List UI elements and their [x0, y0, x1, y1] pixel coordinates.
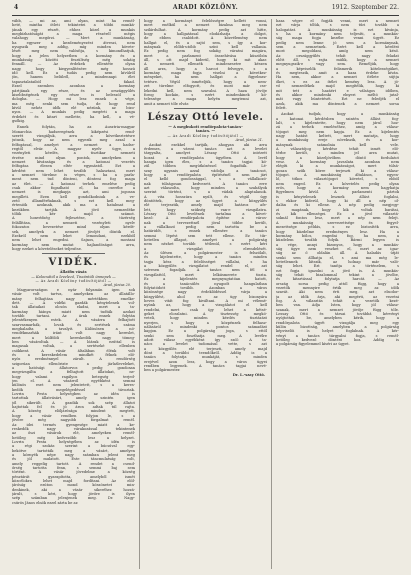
text-line: felfogása élesen eltér egymástól. Ezt a [12, 164, 135, 169]
text-line: döntöttek, hogy az ügyet a közgyűlés [144, 198, 267, 203]
text-line: geket eloszlatni. A tisztesség megkö- [144, 311, 267, 316]
text-line: a közgyűlés elé terjeszti, amely majd [144, 346, 267, 351]
text-line: közönsége nagy érdeklődéssel várja a [144, 290, 267, 295]
text-line: telessége a maga helyén megtenni azt, [144, 97, 267, 102]
text-line: s ha a kormány nem teljesíti, a munkás- [276, 32, 399, 37]
text-line: lekedni kell, nem szavalni. A haza jövője [144, 88, 267, 93]
text-line: mánynak előbb-utóbb színt kell vallania. [144, 45, 267, 50]
text-line: Ezekről nem lehet lemondani, ezekből [12, 233, 135, 238]
text-line: nyös eredménnyel zárult. A rendőrség [12, 357, 135, 362]
text-line: A község elöljárósága mindent megtett, [12, 409, 135, 414]
text-line: vásár volt tartva, amelyeken az állatállo- [12, 292, 135, 297]
text-line: jának egy részét, ehhez közel a munkás [12, 27, 135, 32]
text-line: hajtottak fel és jó áron adtak túl rajta. [12, 405, 135, 410]
text-line: erejével azon lesz, hogy a város ügyei [144, 359, 267, 364]
text-line: és kik ellenségei. Ez a jövő választá- [276, 212, 399, 217]
text-line: ja az idők árja, aki megérti, az vezetni [276, 294, 399, 299]
text-line: el kellő gondossággal, s a vállalkozó- [144, 177, 267, 182]
page-number: 4 [14, 4, 19, 11]
text-line: zet türelme elfogyott, és most már cse- [144, 84, 267, 89]
text-line: hogy a vásár rendben folyjon le, s a [12, 413, 135, 418]
text-line: nemzet is megkapja azt, ami jogosan [12, 190, 135, 195]
text-line: sem a nemzetnek. Ezért kell a kérdést [276, 45, 399, 50]
text-line: Lessay Ottó és társai továbbá kérvényt [276, 312, 399, 317]
text-line: kérdést nem lehet tovább halasztani, mert [12, 168, 135, 173]
text-line: Azokat ezekkel tartják, ahogyan aki arra [149, 142, 267, 147]
article-subtitle-2: tanács. — [195, 129, 216, 134]
text-line: mány felhajtása nagy mértékben emelke- [12, 296, 135, 301]
text-line: őket, s ez az ítélet kemény lesz. A jö- [276, 79, 399, 84]
text-line: megbízhatóságát a maga részéről mégis [12, 32, 135, 37]
text-line: és kijelentette, hogy a tanács minden [144, 255, 267, 260]
text-line: mert enélkül a nemzet bizalma meg nem [144, 23, 267, 28]
text-line: tovább tartani. Az árak ennek folytán [12, 313, 135, 318]
text-line: csökkent. A vásár általában élénk volt [12, 348, 135, 353]
column-2 [144, 19, 267, 571]
text-line: és a kereskedelem mindkét félnek elő- [12, 353, 135, 357]
text-line: erős, hogy a kormány nem hagyhatja [276, 186, 399, 191]
text-line: csak akkor fogadható el, ha cserébe a [12, 186, 135, 191]
col3-paragraph-1 [276, 19, 399, 110]
text-line: megnyugszik-e vagy sem. Reméljük, hogy [276, 62, 399, 67]
text-line: a vállalkozó pedig nem tartotta be a [144, 225, 267, 230]
text-line: Ez pedig nem fog sokáig váratni magára, [144, 49, 267, 54]
text-line: szanak, mert a nemzet jövője függ tőle. [276, 307, 399, 312]
text-line: ha egyszer a kezdeményezést átveszi, nem [12, 40, 135, 45]
text-line: tárgyalta, amelyet Lészay Ottó intézett [144, 151, 267, 156]
text-line: a hatósági állatorvos pedig gondosan [12, 366, 135, 371]
section-title-videk: VIDÉK. [48, 257, 99, 269]
text-line: mezettsége példás, s ez biztosíték arra, [276, 225, 399, 230]
col1-paragraph-1 [12, 19, 135, 123]
text-line: A honvédség fejlesztése, a tüzérség [12, 216, 135, 221]
text-line: nem lehet engedni. Sajnos, a mostani [12, 238, 135, 243]
text-line: magasak voltak, a sertéseké ellenben [12, 344, 135, 349]
text-line: halogatást. A munkásság is ezt kívánja, [276, 27, 399, 32]
text-line: mit tett a hazáért e válságos időben, [276, 88, 399, 93]
text-line: elé terjesztik, amely majd határoz afe- [144, 203, 267, 208]
text-line: vesz. A kormány javaslata azonban nem [276, 160, 399, 164]
text-line: képviselői is helyet foglalnak. A kér- [276, 329, 399, 334]
text-line: haza végre el fogják venni, mert a nemzet [276, 19, 399, 23]
text-line: szigorúan ellenőrizte a járlatleveleket, [12, 361, 135, 366]
text-line: felállítása, a nemzeti vezényleti nyelv [12, 220, 135, 225]
text-line: mánynak számolnia kell vele. [276, 142, 399, 147]
text-line: nyugszik meg addig, míg minden követe- [12, 45, 135, 50]
text-line: a vége, annyi bizonyos, hogy a munkás- [276, 242, 399, 247]
col1-paragraph-2 [12, 125, 135, 251]
text-line: vizsgálattól, mert lelkiismerete tiszta. [144, 272, 267, 277]
text-line: ben van. Adja Isten, hogy jól válasz- [276, 303, 399, 308]
text-line: tőlük kér majd számot. [12, 212, 135, 217]
text-line: hogy a hallgatással elodázhatja a dolgot, [144, 32, 267, 37]
text-line: nagy, hogy kiegyenlítésére még hosszú [12, 66, 135, 71]
text-line: hogy ezeket a követeléseket teljesítse. [12, 246, 82, 251]
col1-paragraph-3 [12, 288, 135, 505]
text-line: nak túlságosan kedvezett. A tanács erre [144, 181, 267, 186]
text-line: Azokat tudjuk, hogy a munkásság [281, 112, 399, 117]
text-line: A vita hosszúra nyúlt, és végül úgy [144, 194, 267, 199]
article-byline: — Az Aradi Közlöny tudósítójától — [35, 279, 112, 284]
text-line: gosan szűk körre terjeszti ki a válasz- [276, 168, 399, 173]
text-line: ság lehet. Ezt tanítja a történelem, s [276, 264, 399, 269]
text-line: idő kell. Ez a tudás pedig nem kívülről [12, 71, 135, 76]
article-signature: Dr. L.-szay Ottó. [232, 372, 265, 377]
text-line: Az idei termés gyengesége miatt a ke- [12, 422, 135, 427]
text-line: hogy a kormányt felelősségre kellett vonni, [144, 19, 267, 23]
text-line: ben vásároltak. — A lóárak ezúttal is [12, 339, 135, 344]
text-line: szay ugyanis azzal vádolja a tanácsot, [144, 168, 267, 173]
text-line: ma még senki sem tudja, de hogy rend [12, 101, 135, 106]
text-line: kező: A rendőrpalota építése a város- [144, 216, 267, 221]
text-line: és a tanácsülés nyugodt hangulatban [144, 281, 267, 286]
text-line: tagja kész a felelősséget vállalni, s ha [144, 259, 267, 264]
text-line: hetetlennek látszik, az holnap már való- [276, 259, 399, 264]
text-line: hetőleg még kedvezőbb lesz a helyzet. [12, 435, 135, 440]
text-line: dönt a további teendőkről. Addig is a [144, 351, 267, 355]
text-line: A munkásság szervezettsége és fegyel- [276, 220, 399, 225]
text-line: és jól mulatott. Este táncmulatság volt, [12, 457, 135, 462]
article-subtitle: Állatfiu vásár. [59, 270, 88, 275]
text-line: Az ülésen a polgármester is felszólalt, [144, 251, 267, 256]
text-line: amely reggelig tartott. A rendet a csend- [12, 461, 135, 466]
text-line: szilárdulhat. A kormány pedig azt hitte, [144, 27, 267, 32]
text-line: ezt fogja igazolni a jövő is. A munkás- [276, 268, 399, 273]
text-line: kormány maga fogja viselni a következ- [144, 71, 267, 76]
text-line: vényt a tanács tárgyalni fogja, s remél- [276, 333, 399, 338]
text-line: pártjának egy része, és az országgyűlés [12, 88, 135, 93]
text-line: történt. A vásár jövedelme a község [12, 470, 135, 475]
text-line: határidőt, s ennek ellenére a tanács [144, 229, 267, 234]
text-line: hetetlen állapot, amelyet a polgárság [144, 238, 267, 243]
text-line: a katonai kérdésben szintén állást fog- [276, 116, 399, 121]
text-line: vendékmarhák iránt volt nagy kereslet, [12, 331, 135, 336]
text-line: tapasztalataiból fakad. [12, 79, 135, 84]
text-line: valahogy megőrzi. — Mert a munkásság, [12, 36, 135, 41]
column-3 [276, 19, 399, 571]
col2-paragraph-1 [144, 19, 267, 106]
text-line: szerét vizsgáljuk, arra a következtetésre [12, 133, 135, 138]
text-line: nem nézhet tovább tétlenül, s ezért kéri [144, 242, 267, 247]
text-line: megvizsgálta a felhajtott állatokat, ne- [12, 370, 135, 375]
text-line: heté, mintha ötleti tekintetei a többi munká- [12, 23, 135, 28]
text-line: lését meg nem valósítja, s kimondhatjuk, [12, 49, 135, 54]
article-dateline: Arad, június 20. [103, 283, 131, 288]
text-line: közgyűlést, ahol ez az ügy bizonyára [144, 294, 267, 299]
text-line: kisebbségének egy része is beleszól a [12, 92, 135, 97]
text-line: Ez a kijelentés megnyugtatóan hatott, [144, 277, 267, 282]
text-line: dalán és ki ellene. A nép pedig megjegy- [276, 203, 399, 208]
article-subtitle: — A megbukott rendőrpalota-tanács- [168, 124, 243, 129]
text-line: ment nem tud dönteni, dönteni fog maga [12, 177, 135, 182]
text-line: kedők megelégedéssel távoztak. [12, 387, 135, 392]
text-line: nemzet kívánsága és a katonai vezetés [12, 160, 135, 164]
text-line: rendben legyenek. A tanács tagjai nevé- [144, 364, 267, 369]
text-line: különös eset nem jelentetett, s a keres- [12, 383, 135, 388]
text-line: felett. [276, 105, 287, 110]
text-line: szép számban jelenjenek meg. Dr. Nagy- [12, 496, 135, 501]
text-line: szerint történt, s a vádak alaptalanok. [144, 190, 267, 195]
text-line: a vizsgálat elrendelését. [144, 246, 267, 251]
text-line: és megteszik, amit a haza érdeke kíván. [276, 71, 399, 76]
column-divider [271, 19, 272, 569]
text-line: pénztárát gyarapította, amelyből ismét [12, 474, 135, 479]
text-line: jen el. A vásárról egyébként semmi [12, 379, 135, 384]
text-line: nagy hatást keltett, mert mutatja, hogy [276, 133, 399, 138]
text-line: adott válasz egyébként így szól: A ta- [144, 337, 267, 342]
text-line: Magyarországon e nyár folyamán igen sok [17, 287, 135, 292]
text-line: érdemes, a városi tanács azt a levelet [144, 146, 267, 151]
text-line: hogy a jelen helyzetben a kormány és a [12, 53, 135, 58]
text-line: denkinek, aki a vásár sikeréhez hozzá- [12, 487, 135, 492]
text-line: zi magának, hogy kik voltak barátai, [276, 207, 399, 212]
text-line: az élet. — A katonai terhek emelése pedig [12, 181, 135, 186]
text-line: hetőleg kedvező döntést hoz. Addig is [276, 338, 399, 343]
text-line: sek, amelyek a nemzet jövőjét döntik el. [12, 229, 135, 234]
col2-paragraph-2 [144, 143, 267, 373]
text-line: gsőkig. [12, 118, 26, 123]
text-line: hozzá a rendőrpalota ügyében. A levél [144, 155, 267, 160]
text-line: nem enged. Ez a követelés pedig olyan [276, 181, 399, 186]
text-line: mert a külföldi kereskedők nagy tömeg- [12, 335, 135, 340]
text-line: ság tehát bizalommal tekint a jövőbe, [276, 272, 399, 277]
text-line: Lovrin Pesta helységében az idén is [12, 439, 135, 444]
text-line: vább, — mi az, ami olyan, mint ha remél- [12, 19, 135, 23]
text-line: vő nemzedékek majd megítélik, hogy ki [276, 84, 399, 89]
text-line: hangja igen éles, s a tanács tagjai kö- [144, 159, 267, 164]
text-line: jön, hanem belülről, a mindennapi élet [12, 75, 135, 80]
text-line: Lovrin Pesta helységben az idén is [12, 392, 135, 397]
text-line: szarvasmarhák, lovak és sertések száma [12, 322, 135, 327]
text-line: a nemzet türelme is véges, s ha a parla- [12, 173, 135, 178]
text-line: hogy a közeljövőben döntő fordulatot [276, 155, 399, 160]
text-line: jövőre még nagyobb forgalmat remél. [12, 418, 135, 423]
text-line: áll, s ott majd kiderül, hogy ki mit akar. [144, 58, 267, 63]
text-line: nyos. — A munkás pedig megérti a maga [12, 110, 135, 115]
text-line: regtől elvár. A magyar nyelv ügye, a [12, 146, 135, 151]
text-line: közcélokra lehet majd fordítani. Az elöl- [12, 478, 135, 483]
text-line: ság ügye nem veszhet el, mert az igaz- [276, 246, 399, 251]
text-line: fennáll. — Az érdekek ellentéte olyan [12, 62, 135, 67]
text-line: tójogot. A munkásság általános, egyen- [276, 173, 399, 178]
text-line: ben a polgármester. [144, 368, 181, 373]
text-line: csürös János elnök ezzel zárta be az [12, 500, 78, 505]
text-line: kormány nem mutat hajlandóságot arra, [12, 242, 135, 247]
text-line: dologba. — Hogy mi lesz ennek a vége, [12, 97, 135, 102]
article-title: Lészay Ottó levele. [147, 111, 264, 123]
text-line: senki sem foszthatja meg. A levélre [144, 333, 267, 338]
text-line: a régi szokás szerint a búcsúval egy- [12, 444, 135, 449]
text-line: munkásság közötti feszültség még sokáig [12, 58, 135, 63]
text-line: dett. — A vidéki gazdák kénytelenek vol- [12, 300, 135, 305]
text-line: a képviselők felismerik kötelességüket, [276, 66, 399, 71]
text-line: Ha nem, akkor a nemzet ítélete sújtja [276, 75, 399, 80]
text-line: semmi lépést sem tett ellene. Ez tűr- [144, 233, 267, 238]
text-line: ország sorsa pedig attól függ, hogy a [276, 281, 399, 286]
text-line: is kénytelenek lesznek állást foglalni, [276, 194, 399, 199]
article-byline: — Az Aradi Közlöny tudósítójától — [167, 133, 244, 138]
text-line: tetésre. Végül ismételjük, hogy a nem- [144, 79, 267, 84]
text-line: A nemzeti ellenzék mindenesetre készen [144, 62, 267, 67]
text-line: soknál fontos lesz, mert a nép nem felejt. [276, 216, 399, 221]
issue-date: 1912. Szeptember 22. [331, 4, 399, 11]
text-line: áll arra, hogy a harcot felvegye, s a [144, 66, 267, 71]
text-line: most megoldani, amíg nem késő. [276, 49, 399, 54]
text-line: amit a nemzet tőle elvár. [144, 101, 189, 106]
text-line: járóság ezúton mond köszönetet min- [12, 483, 135, 488]
text-line: rendőrpalota ügyét vizsgálja meg egy [276, 320, 399, 325]
text-line: őrség tartotta fenn, s semmi baj sem [12, 465, 135, 470]
text-line: nyerjen, s hogy a közpénzek felhasz- [144, 320, 267, 325]
text-line: hogy a rendőrpalota építésénél nem járt [144, 172, 267, 177]
text-line: forog kockán, s ezért mindenkinek kö- [144, 92, 267, 97]
text-line: felfogással, amelyet a nemzet a hadse- [12, 142, 135, 147]
text-line: a környék népe nagy számban jelent meg [12, 452, 135, 457]
text-line: a polgárság figyelemmel kíséri az ügyet. [276, 342, 350, 347]
text-line: előtt áll, s rajta múlik, hogy a nemzet [276, 58, 399, 63]
text-line: szavát. Aki nem érti meg, azt elsodor- [276, 290, 399, 295]
text-line: kívül nehéz idők elé nézünk, az bizo- [12, 105, 135, 110]
text-line: nálásáról mindenki pontos számadást [144, 324, 267, 329]
text-line: küzdelem tovább folyik. Bármi legyen is [276, 238, 399, 243]
text-line: kormány bölcs, engedni fog, ha nem, a [276, 233, 399, 238]
text-line: fokozatos bevezetése mind olyan kérdé- [12, 225, 135, 230]
col3-paragraph-2 [276, 112, 399, 347]
text-line: Monarchia hadseregének kiképzési rend- [12, 129, 135, 134]
text-line: jelentékenyen estek. A vásárra felhajtott [12, 318, 135, 323]
text-line: zül többen megütközéssel fogadták. Lé- [144, 164, 267, 169]
text-line: de ebben csalódott. A közvélemény nem [144, 36, 267, 41]
text-line: mát vagy büntetését. Ezt ne feledjék el [276, 97, 399, 102]
text-line: karmány hiánya miatt nem tudták azokat [12, 309, 135, 314]
text-line: Ennek folytán, ha az Ausztria-magyar [17, 125, 135, 130]
text-line: pedig nem lenne jó sem a kormánynak, [276, 40, 399, 45]
text-line: zá a terhek emeléséhez, amíg a válasz- [276, 125, 399, 130]
text-line: rendelni, mert csak így lehet a kétsé- [144, 307, 267, 312]
text-line: zető államférfiaknak, s ezt kell meg- [12, 199, 135, 204]
column-1 [12, 19, 135, 571]
text-line: érteniök azoknak, akik ma a hatalmat a [12, 203, 135, 208]
text-line: lalt, s kijelentette, hogy nem járul hoz- [276, 120, 399, 125]
section-separator [174, 108, 237, 109]
text-line: megilleti. Ezen kell gondolkodniuk a ve- [12, 194, 135, 199]
text-line: ság az ő oldalán áll. A haladás útját [276, 251, 399, 256]
text-line: ményeket, ha nem hallgat a figyelmez- [144, 75, 267, 80]
text-line: heves vitát fog kiváltani. A mi vélemé- [144, 298, 267, 303]
text-line: térbe került, s minden jel arra mutat, [276, 151, 399, 156]
text-line: érdekét és kitart mellette, ha kell, a vé- [12, 114, 135, 119]
text-line: a közgyűlés vizsgálatot rendel el, azt [144, 264, 267, 269]
text-line: nyújtottak be, amelyben kérik, hogy a [276, 316, 399, 321]
text-line: jól sikerült. A gazdák sok szép állatot [12, 400, 135, 405]
text-line: azok, akik ma döntenek a nemzet sorsa [276, 101, 399, 106]
text-line: Az országgyűlés tehát nagy feladat [276, 53, 399, 58]
text-line: fog. A választás tehát a vezetők kezé- [276, 299, 399, 303]
text-line: külön bizottság, amelyben a polgárság [276, 325, 399, 330]
text-line: senki sem állhatja el, s ami ma még le- [276, 255, 399, 260]
text-line: jutunk, hogy az nem egyezik meg azzal a [12, 138, 135, 143]
text-line: A választójog kérdése tehát ismét elő- [276, 146, 399, 151]
text-line: elégíti ki a munkásságot, mert túlsá- [276, 164, 399, 169]
text-line: érzése mind olyan pontok, amelyeken a [12, 155, 135, 160]
text-line: az őszi vásárok elé, amelyeken remél- [12, 431, 135, 436]
column-divider [139, 19, 140, 569]
text-line: tartottak állatvásárt, amely szintén igen [12, 396, 135, 401]
text-line: bekötve tartották meg a vásárt, amelyen [12, 448, 135, 453]
text-line: kezükben tartják. A jövő nemzedéke [12, 207, 135, 212]
text-line: hallgat el, és a sajtó sem, s így a kor- [144, 40, 267, 45]
text-line: veteli, hogy minden kérdés tisztázást [144, 316, 267, 321]
text-line: a munkásság ereje növekszik, és a kor- [276, 138, 399, 143]
text-line: lő, titkos választójogot követel, s ebből [276, 177, 399, 182]
text-line: ezt várja tőlük, s nem tűri tovább a [276, 23, 399, 28]
header-rule [12, 15, 399, 16]
section-separator [42, 253, 105, 254]
text-line: reskedők nagy várakozással tekintenek [12, 426, 135, 431]
text-line: ság maga fogja kezébe venni ügyét. Ez [276, 36, 399, 41]
text-line: nyünk az, hogy a vizsgálatot el kell [144, 303, 267, 308]
text-line: kapjon. Ez a polgárság joga, s ettől [144, 329, 267, 334]
text-line: tójogot meg nem kapja. Ez a kijelentés [276, 129, 399, 134]
text-line: tanács folytatja munkáját, s minden [144, 355, 267, 360]
text-line: vezényleti kérdés, a tisztikar nemzeti [12, 151, 135, 156]
text-line: figyelmen kívül. A parlamenti pártok [276, 190, 399, 195]
article-subtitle-2: — Kalocsától a levelező, Tiszántúli ünnepek — [31, 274, 116, 279]
text-line: azt válaszolta, hogy minden a szabályok [144, 185, 267, 190]
text-line: Lészay Ottó levelének tartalma a követ- [144, 212, 267, 216]
text-line: folytatódott tovább. Azonban a város [144, 285, 267, 290]
text-line: s ekkor kiderül, hogy ki áll a nép ol- [276, 199, 399, 204]
text-line: vezetők mennyire értik meg az idők [276, 285, 399, 290]
text-line: és kitartással folytatja harcát. — Az [276, 277, 399, 282]
text-line: hogy küzdelme eredményes lesz. Ha a [276, 229, 399, 234]
article-dateline: Arad, június 21. [235, 138, 263, 143]
text-line: és akkor mindenki elnyeri méltó jutal- [276, 92, 399, 97]
text-line: lett, hogy szükség van-e vizsgálatra. [144, 207, 267, 212]
text-line: járult, s kéri, hogy jövőre is ilyen [12, 492, 135, 496]
text-line: hogy valami ragályos betegség terjed- [12, 374, 135, 379]
text-line: tak állataikat olcsón eladni, mert a ta- [12, 305, 135, 310]
text-line: szívesen fogadják. A tanács nem fél a [144, 268, 267, 273]
newspaper-title: ARADI KÖZLÖNY. [172, 4, 239, 11]
text-line: nács a levelet tudomásul vette, s azt [144, 342, 267, 347]
text-line: Ezzel szemben azonban a kormány [12, 84, 135, 89]
text-line: nak a tervezettnél jóval többe került, [144, 220, 267, 225]
text-line: mert a parlament összehívása küszöbön [144, 53, 267, 58]
text-line: meghaladta a tavalyit. Különösen a nö- [12, 326, 135, 331]
